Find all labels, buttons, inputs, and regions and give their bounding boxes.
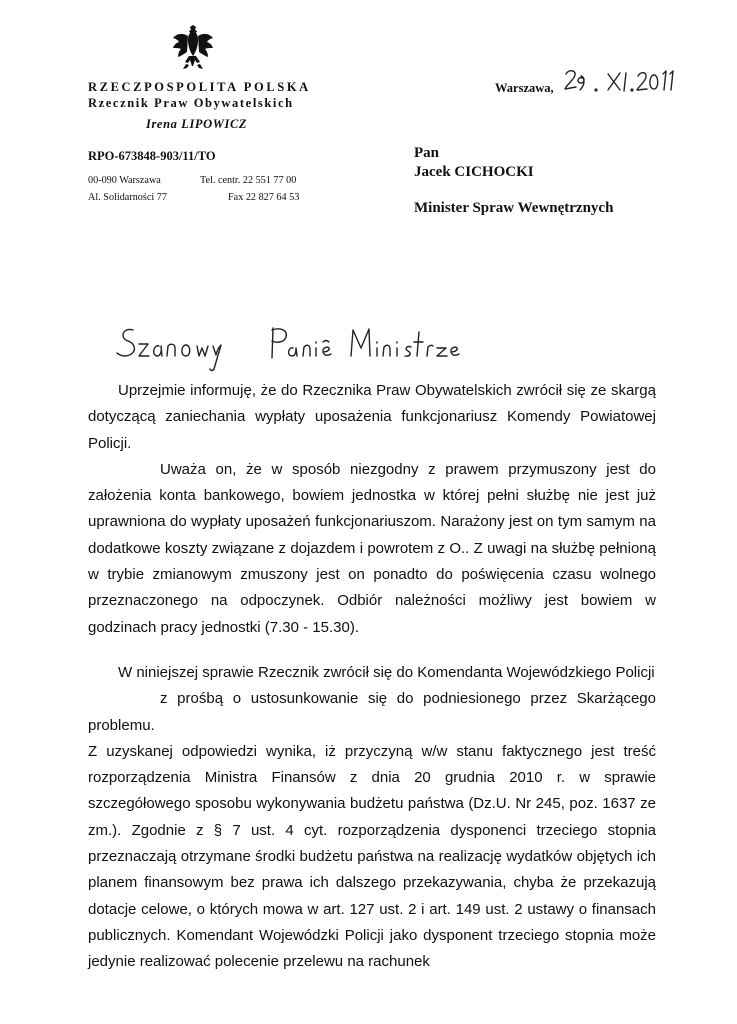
official-name: Irena LIPOWICZ [146,117,248,131]
phone-number: Tel. centr. 22 551 77 00 [200,175,297,186]
city-label: Warszawa, [495,81,554,95]
recipient-name: Jacek CICHOCKI [414,164,534,180]
recipient-salutation: Pan [414,145,440,161]
address-line2: Al. Solidarności 77 [88,192,167,203]
handwritten-salutation [115,318,460,374]
letter-body [88,378,656,976]
address-line1: 00-090 Warszawa [88,175,161,186]
org-name: RZECZPOSPOLITA POLSKA [88,80,311,94]
fax-number: Fax 22 827 64 53 [228,192,300,203]
paragraph-3-rest: Z uzyskanej odpowiedzi wynika, iż przyczyną w/w stanu faktycznego jest treść rozporządzenia Ministra Finansów z dnia 20 grudnia 2010 r. w sprawie szczegółowego sposobu wykonywania budżetu państwa (Dz.U. Nr 245, poz. 1637 ze zm.). Zgodnie z § 7 ust. 4 cyt. rozporządzenia dysponenci trzeciego stopnia przeznaczają otrzymane środki budżetu państwa na realizację wydatków objętych ich planem finansowym bez prawa ich dalszego przekazywania, chyba że przekazują dotacje celowe, o których mowa w art. 127 ust. 2 i art. 149 ust. 2 ustawy o finansach publicznych. Komendant Wojewódzki Policji jako dysponent trzeciego stopnia może jedynie realizować polecenie przelewu na rachunek [88,742,656,971]
handwritten-date [560,60,680,100]
paragraph-1: Uprzejmie informuję, że do Rzecznika Praw Obywatelskich zwrócił się ze skargą dotyczącą zaniechania wypłaty uposażenia funkcjonariusz Komendy Powiatowej Policji. [88,382,656,452]
paragraph-2: Uważa on, że w sposób niezgodny z prawem przymuszony jest do założenia konta bankowego, bowiem jednostka w której pełni służbę nie jest już uprawniona do wypłaty uposażeń funkcjonariuszom. Narażony jest on tym samym na dodatkowe koszty związane z dojazdem i powrotem z O.. Z uwagi na służbę pełnioną w trybie zmianowym zmuszony jest on ponadto do poświęcenia czasu wolnego przeznaczonego na odpoczynek. Odbiór należności możliwy jest bowiem w godzinach pracy jednostki (7.30 - 15.30). [88,460,656,636]
eagle-emblem-icon [170,22,216,72]
org-unit: Rzecznik Praw Obywatelskich [88,96,294,110]
reference-number: RPO-673848-903/11/TO [88,149,216,163]
recipient-title: Minister Spraw Wewnętrznych [414,200,614,216]
paragraph-3-line-2: z prośbą o ustosunkowanie się do podniesionego przez Skarżącego problemu. [88,690,656,734]
paragraph-3-line-1: W niniejszej sprawie Rzecznik zwrócił się do Komendanta Wojewódzkiego Policji [118,663,655,681]
